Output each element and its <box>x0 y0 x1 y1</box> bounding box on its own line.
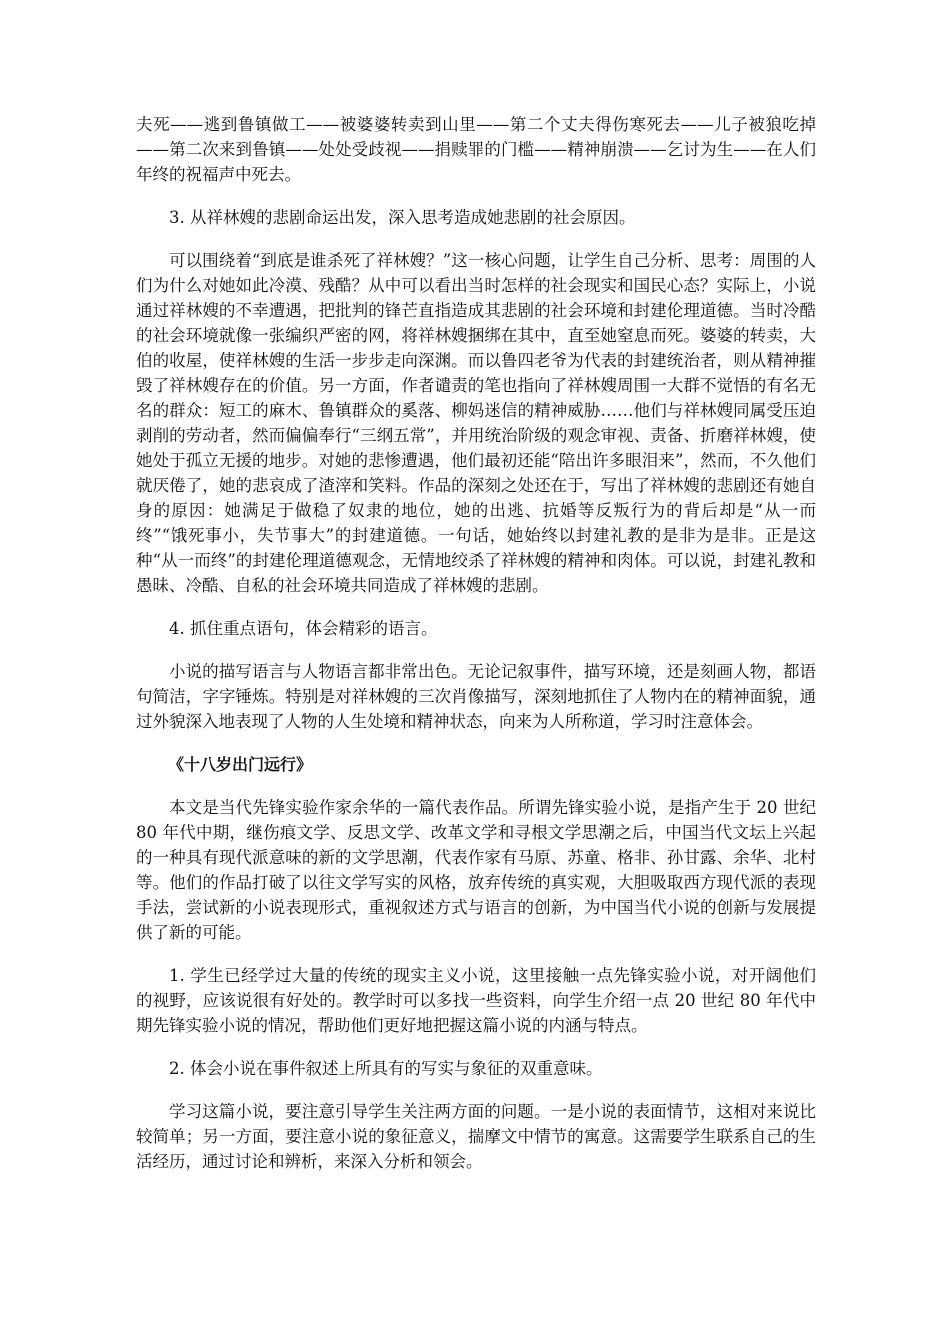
paragraph-social-causes: 可以围绕着“到底是谁杀死了祥林嫂？”这一核心问题，让学生自己分析、思考：周围的人们为什么对她如此冷漠、残酷？从中可以看出当时怎样的社会现实和国民心态？实际上，小说通过祥林嫂的不幸遭遇，把批判的锋芒直指造成其悲剧的社会环境和封建伦理道德。当时冷酷的社会环境就像一张编织严密的网，将祥林嫂捆绑在其中，直至她窒息而死。婆婆的转卖，大伯的收屋，使祥林嫂的生活一步步走向深渊。而以鲁四老爷为代表的封建统治者，则从精神摧毁了祥林嫂存在的价值。另一方面，作者谴责的笔也指向了祥林嫂周围一大群不觉悟的有名无名的群众：短工的麻木、鲁镇群众的奚落、柳妈迷信的精神威胁……他们与祥林嫂同属受压迫剥削的劳动者，然而偏偏奉行“三纲五常”，并用统治阶级的观念审视、责备、折磨祥林嫂，使她处于孤立无援的地步。对她的悲惨遭遇，他们最初还能“陪出许多眼泪来”，然而，不久他们就厌倦了，她的悲哀成了渣滓和笑料。作品的深刻之处还在于，写出了祥林嫂的悲剧还有她自身的原因：她满足于做稳了奴隶的地位，她的出逃、抗婚等反叛行为的背后却是“从一而终”“饿死事小，失节事大”的封建道德。一句话，她始终以封建礼教的是非为是非。正是这种“从一而终”的封建伦理道德观念，无情地绞杀了祥林嫂的精神和肉体。可以说，封建礼教和愚昧、冷酷、自私的社会环境共同造成了祥林嫂的悲剧。 <box>136 251 816 595</box>
paragraph-gap <box>136 777 816 795</box>
paragraph-study-guidance: 学习这篇小说，要注意引导学生关注两方面的问题。一是小说的表面情节，这相对来说比较简单；另一方面，要注意小说的象征意义，揣摩文中情节的寓意。这需要学生联系自己的生活经历，通过讨论和辨析，来深入分析和领会。 <box>136 1102 816 1171</box>
paragraph-language: 小说的描写语言与人物语言都非常出色。无论记叙事件，描写环境，还是刻画人物，都语句简洁，字字锤炼。特别是对祥林嫂的三次肖像描写，深刻地抓住了人物内在的精神面貌，通过外貌深入地表现了人物的人生处境和精神状态，向来为人所称道，学习时注意体会。 <box>136 662 816 731</box>
paragraph-point-2: 2. 体会小说在事件叙述上所具有的写实与象征的双重意味。 <box>169 1059 603 1078</box>
paragraph-gap <box>136 598 816 616</box>
paragraph-gap <box>136 734 816 752</box>
paragraph-gap <box>136 187 816 205</box>
paragraph-gap <box>136 945 816 963</box>
paragraph-gap <box>136 641 816 659</box>
section-heading: 《十八岁出门远行》 <box>168 755 313 774</box>
paragraph-point-4: 4. 抓住重点语句，体会精彩的语言。 <box>169 619 438 638</box>
paragraph-gap <box>136 1038 816 1056</box>
paragraph-point-3: 3. 从祥林嫂的悲剧命运出发，深入思考造成她悲剧的社会原因。 <box>169 208 636 227</box>
paragraph-avant-garde-intro: 本文是当代先锋实验作家余华的一篇代表作品。所谓先锋实验小说，是指产生于 20 世纪 80 年代中期，继伤痕文学、反思文学、改革文学和寻根文学思潮之后，中国当代文坛上兴起的一种具有现代派意味的新的文学思潮，代表作家有马原、苏童、格非、孙甘露、余华、北村等。他们的作品打破了以往文学写实的风格，放弃传统的真实观，大胆吸取西方现代派的表现手法，尝试新的小说表现形式，重视叙述方式与语言的创新，为中国当代小说的创新与发展提供了新的可能。 <box>136 798 816 942</box>
document-page <box>136 112 816 1174</box>
paragraph-gap <box>136 1081 816 1099</box>
paragraph-point-1: 1. 学生已经学过大量的传统的现实主义小说，这里接触一点先锋实验小说，对开阔他们的视野，应该说很有好处的。教学时可以多找一些资料，向学生介绍一点 20 世纪 80 年代中期先锋实验小说的情况，帮助他们更好地把握这篇小说的内涵与特点。 <box>136 966 816 1035</box>
paragraph-xianglin-fate-sequence: 夫死——逃到鲁镇做工——被婆婆转卖到山里——第二个丈夫得伤寒死去——儿子被狼吃掉——第二次来到鲁镇——处处受歧视——捐赎罪的门槛——精神崩溃——乞讨为生——在人们年终的祝福声中死去。 <box>136 115 816 184</box>
paragraph-gap <box>136 230 816 248</box>
